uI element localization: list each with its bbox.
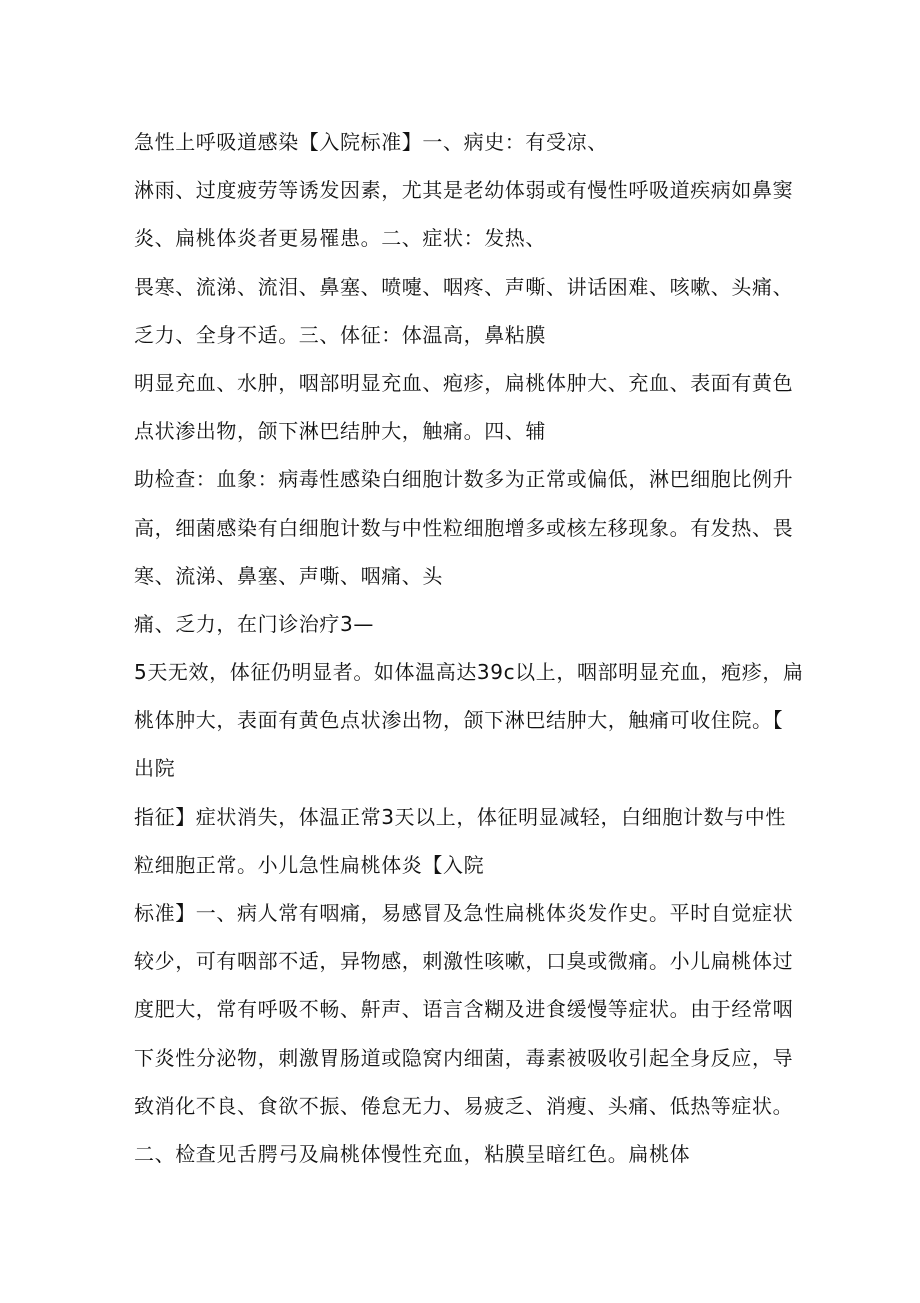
text-line: 急性上呼吸道感染【入院标准】一、病史：有受凉、 (134, 130, 608, 154)
document-body (134, 126, 804, 1186)
text-line: 标准】一、病人常有咽痛，易感冒及急性扁桃体炎发作史。平时自觉症状 (134, 901, 794, 925)
text-line: 5天无效，体征仍明显者。如体温高达39c以上，咽部明显充血，疱疹，扁 (134, 660, 804, 685)
text-line: 指征】症状消失，体温正常3天以上，体征明显减轻，白细胞计数与中性 (134, 804, 786, 829)
text-line: 畏寒、流涕、流泪、鼻塞、喷嚏、咽疼、声嘶、讲话困难、咳嗽、头痛、 (134, 274, 794, 299)
text-line: 桃体肿大，表面有黄色点状渗出物，颌下淋巴结肿大，触痛可收住院。【 (134, 708, 784, 733)
text-line: 寒、流涕、鼻塞、声嘶、咽痛、头 (134, 563, 443, 588)
text-line: 二、检查见舌腭弓及扁桃体慢性充血，粘膜呈暗红色。扁桃体 (134, 1141, 691, 1166)
text-line: 高，细菌感染有白细胞计数与中性粒细胞增多或核左移现象。有发热、畏 (134, 515, 794, 540)
text-line: 出院 (134, 756, 176, 781)
text-line: 炎、扁桃体炎者更易罹患。二、症状：发热、 (134, 226, 546, 251)
text-line: 乏力、全身不适。三、体征：体温高，鼻粘膜 (134, 322, 546, 347)
text-line: 粒细胞正常。小儿急性扁桃体炎【入院 (134, 852, 485, 877)
text-line: 下炎性分泌物，刺激胃肠道或隐窝内细菌，毒素被吸收引起全身反应，导 (134, 1045, 794, 1070)
text-line: 痛、乏力，在门诊治疗3— (134, 611, 374, 636)
text-line: 致消化不良、食欲不振、倦怠无力、易疲乏、消瘦、头痛、低热等症状。 (134, 1093, 794, 1118)
text-line: 点状渗出物，颌下淋巴结肿大，触痛。四、辅 (134, 419, 546, 444)
text-line: 明显充血、水肿，咽部明显充血、疱疹，扁桃体肿大、充血、表面有黄色 (134, 370, 794, 395)
text-line: 淋雨、过度疲劳等诱发因素，尤其是老幼体弱或有慢性呼吸道疾病如鼻窦 (134, 178, 794, 203)
text-line: 度肥大，常有呼吸不畅、鼾声、语言含糊及进食缓慢等症状。由于经常咽 (134, 997, 794, 1022)
text-line: 较少，可有咽部不适，异物感，刺激性咳嗽，口臭或微痛。小儿扁桃体过 (134, 949, 794, 974)
text-line: 助检查：血象：病毒性感染白细胞计数多为正常或偏低，淋巴细胞比例升 (134, 467, 794, 492)
